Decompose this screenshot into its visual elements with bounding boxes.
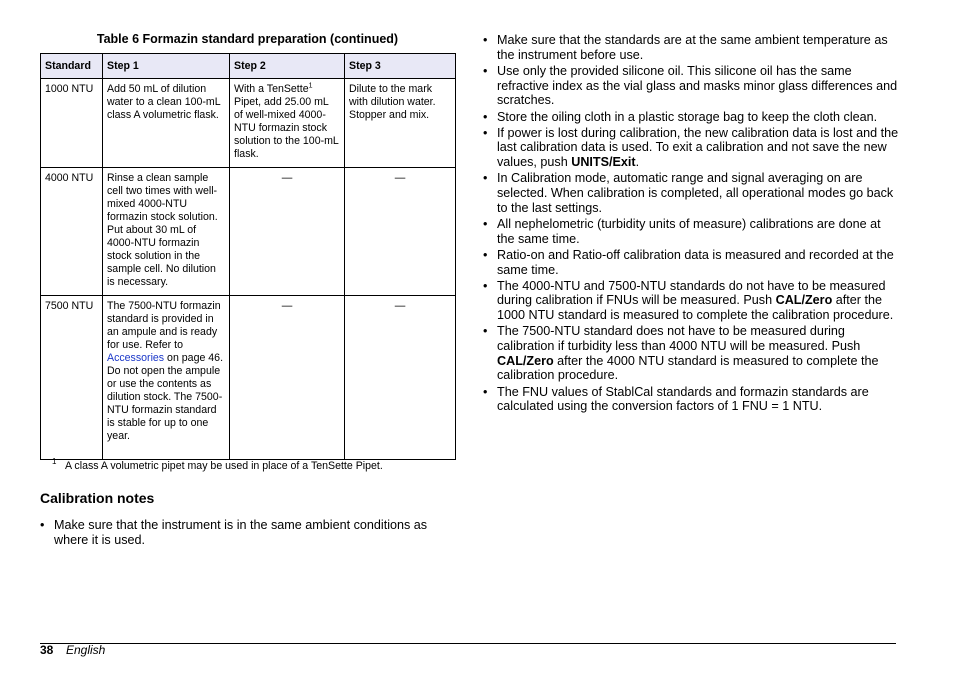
list-item: [483, 217, 899, 246]
column-header-step-2: Step 2: [230, 54, 345, 79]
cell-step-1: [103, 296, 230, 460]
list-item-text: after the 1000 NTU standard is measured to complete the calibration procedure.: [497, 293, 894, 323]
footer-divider: [40, 643, 896, 644]
list-item: [483, 110, 899, 125]
list-item-text: All nephelometric (turbidity units of measure) calibrations are done at the same time.: [497, 216, 881, 246]
bullet-marker: •: [483, 384, 488, 399]
bullet-marker: •: [483, 63, 488, 78]
list-item: [483, 324, 899, 383]
bullet-marker: •: [483, 324, 488, 339]
cell-step-3: Dilute to the mark with dilution water. Stopper and mix.: [345, 79, 456, 168]
list-item: [483, 248, 899, 277]
cell-step-1: Add 50 mL of dilution water to a clean 100-mL class A volumetric flask.: [103, 79, 230, 168]
list-item-text: Store the oiling cloth in a plastic storage bag to keep the cloth clean.: [497, 109, 878, 124]
list-item-text: The 7500-NTU standard does not have to be measured during calibration if turbidity less than 4000 NTU will be measured. Push: [497, 324, 861, 354]
key-name-cal-zero: CAL/Zero: [497, 353, 554, 368]
bullet-marker: •: [40, 518, 45, 532]
list-item-text: after the 4000 NTU standard is measured to complete the calibration procedure.: [497, 353, 879, 383]
calibration-notes-list-right: [483, 33, 899, 416]
list-item-text: The FNU values of StablCal standards and formazin standards are calculated using the conversion factors of 1 FNU = 1 NTU.: [497, 384, 869, 414]
table-row: [41, 168, 456, 296]
accessories-link[interactable]: Accessories: [107, 352, 165, 364]
list-item-text: Make sure that the standards are at the same ambient temperature as the instrument before use.: [497, 33, 888, 62]
bullet-marker: •: [483, 216, 488, 231]
cell-text: The 7500-NTU formazin standard is provided in an ampule and is ready for use. Refer to: [107, 300, 221, 351]
list-item: [483, 126, 899, 170]
list-item-text: Use only the provided silicone oil. This silicone oil has the same refractive index as the vial glass and masks minor glass differences and scratches.: [497, 63, 898, 108]
list-item-text: In Calibration mode, automatic range and signal averaging on are selected. When calibration is completed, all operational modes go back to the last settings.: [497, 171, 894, 215]
list-item: [483, 171, 899, 215]
list-item: [40, 518, 440, 547]
cell-text: on page 46. Do not open the ampule or use the contents as dilution stock. The 7500-NTU formazin standard is stable for up to one year.: [107, 352, 224, 442]
cell-step-3: —: [345, 296, 456, 460]
key-name-cal-zero: CAL/Zero: [775, 293, 833, 308]
table-row: [41, 79, 456, 168]
list-item: [483, 385, 899, 414]
table-row: [41, 296, 456, 460]
list-item: [483, 33, 899, 62]
cell-step-3: —: [345, 168, 456, 296]
list-item-text: The 4000-NTU and 7500-NTU standards do not have to be measured during calibration if FNUs will be measured. Push: [497, 278, 886, 308]
table-header-row: [41, 54, 456, 79]
cell-standard: 1000 NTU: [41, 79, 103, 168]
footnote-text: A class A volumetric pipet may be used in place of a TenSette Pipet.: [65, 460, 383, 472]
bullet-marker: •: [483, 33, 488, 47]
cell-text: With a TenSette: [234, 83, 309, 95]
list-item-text: Ratio-on and Ratio-off calibration data is measured and recorded at the same time.: [497, 247, 894, 277]
list-item: [483, 64, 899, 108]
section-heading: Calibration notes: [40, 490, 155, 506]
bullet-marker: •: [483, 109, 488, 124]
cell-step-2: [230, 79, 345, 168]
page-language: English: [66, 643, 106, 657]
column-header-step-3: Step 3: [345, 54, 456, 79]
formazin-preparation-table: [40, 53, 456, 460]
calibration-notes-list-left: [40, 518, 440, 549]
cell-step-2: —: [230, 296, 345, 460]
list-item-text: If power is lost during calibration, the new calibration data is lost and the last calibration data is used. To exit a calibration and not save the new values, push: [497, 125, 899, 170]
key-name-units-exit: UNITS/Exit: [571, 155, 636, 170]
bullet-marker: •: [483, 125, 488, 140]
footnote-reference: 1: [308, 82, 313, 90]
bullet-marker: •: [483, 247, 488, 262]
column-header-step-1: Step 1: [103, 54, 230, 79]
page-number: 38: [40, 643, 54, 657]
footnote-marker: 1: [52, 457, 57, 466]
column-header-standard: Standard: [41, 54, 103, 79]
list-item-text: Make sure that the instrument is in the same ambient conditions as where it is used.: [54, 518, 428, 547]
cell-standard: 4000 NTU: [41, 168, 103, 296]
cell-text: Pipet, add 25.00 mL of well-mixed 4000-NTU formazin stock solution to the 100-mL flask.: [234, 96, 339, 160]
bullet-marker: •: [483, 171, 488, 186]
list-item-text: .: [635, 155, 640, 170]
cell-step-1: Rinse a clean sample cell two times with well-mixed 4000-NTU formazin stock solution. Put about 30 mL of 4000-NTU formazin stock solution in the sample cell. No dilution is necessary.: [103, 168, 230, 296]
bullet-marker: •: [483, 278, 488, 293]
list-item: [483, 279, 899, 323]
table-caption: Table 6 Formazin standard preparation (continued): [96, 32, 399, 46]
cell-step-2: —: [230, 168, 345, 296]
cell-standard: 7500 NTU: [41, 296, 103, 460]
